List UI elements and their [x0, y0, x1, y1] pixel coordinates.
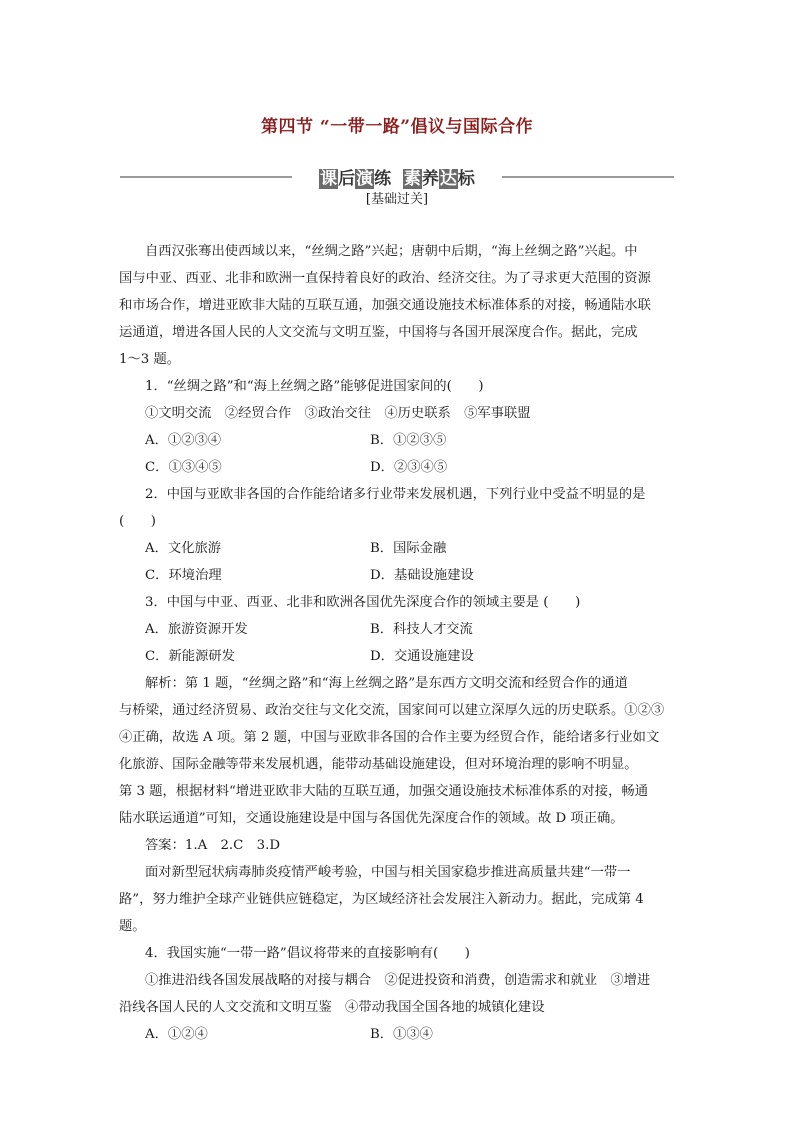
question-3-stem: 3．中国与中亚、西亚、北非和欧洲各国优先深度合作的领域主要是 ( ): [145, 595, 581, 610]
subsection-label: [基础过关]: [365, 192, 429, 207]
banner-char: 课: [320, 169, 338, 189]
question-4-items-cont: 沿线各国人民的人文交流和文明互鉴 ④带动我国全国各地的城镇化建设: [119, 1000, 545, 1015]
question-3-option-b[interactable]: B．科技人才交流: [370, 622, 473, 637]
question-1-stem: 1．“丝绸之路”和“海上丝绸之路”能够促进国家间的( ): [145, 379, 484, 394]
question-1-option-c[interactable]: C．①③④⑤: [145, 460, 222, 475]
banner-char: 后: [338, 169, 356, 189]
passage-line: 1～3 题。: [119, 352, 181, 367]
question-1-option-a[interactable]: A．①②③④: [145, 433, 222, 448]
passage-line: 国与中亚、西亚、北非和欧洲一直保持着良好的政治、经济交往。为了寻求更大范围的资源: [119, 271, 651, 286]
banner-char: 练: [374, 169, 392, 189]
question-2-option-d[interactable]: D．基础设施建设: [370, 568, 474, 583]
section-title: 第四节 “一带一路”倡议与国际合作: [261, 117, 533, 137]
answer-line: 答案：1.A 2.C 3.D: [145, 838, 280, 853]
question-1-items: ①文明交流 ②经贸合作 ③政治交往 ④历史联系 ⑤军事联盟: [145, 406, 531, 421]
analysis-line: 陆水联运通道”可知，交通设施建设是中国与各国优先深度合作的领域。故 D 项正确。: [119, 811, 624, 826]
banner-char: 养: [421, 169, 439, 189]
banner-char: 演: [356, 169, 374, 189]
question-1-option-d[interactable]: D．②③④⑤: [370, 460, 448, 475]
analysis-line: 与桥梁，通过经济贸易、政治交往与文化交流，国家间可以建立深厚久远的历史联系。①②③: [119, 703, 665, 718]
question-4-items: ①推进沿线各国发展战略的对接与耦合 ②促进投资和消费，创造需求和就业 ③增进: [145, 973, 651, 988]
question-3-option-d[interactable]: D．交通设施建设: [370, 649, 474, 664]
banner-char: 素: [403, 169, 421, 189]
question-4-option-a[interactable]: A．①②④: [145, 1027, 208, 1042]
passage-line: 运通道，增进各国人民的人文交流与文明互鉴，中国将与各国开展深度合作。据此，完成: [119, 325, 638, 340]
question-3-option-c[interactable]: C．新能源研发: [145, 649, 235, 664]
question-2-option-b[interactable]: B．国际金融: [370, 541, 447, 556]
banner-divider-left: [120, 176, 292, 178]
passage-line: 路”，努力维护全球产业链供应链稳定，为区域经济社会发展注入新动力。据此，完成第 4: [119, 892, 644, 907]
question-3-option-a[interactable]: A．旅游资源开发: [145, 622, 248, 637]
question-2-stem-cont: ( ): [119, 514, 156, 529]
analysis-line: 解析：第 1 题，“丝绸之路”和“海上丝绸之路”是东西方文明交流和经贸合作的通道: [145, 676, 628, 691]
passage-line: 题。: [119, 919, 146, 934]
banner-char: 达: [439, 169, 457, 189]
banner-text: [306, 164, 488, 189]
passage-line: 自西汉张骞出使西域以来，“丝绸之路”兴起；唐朝中后期，“海上丝绸之路”兴起。中: [145, 244, 638, 259]
banner-divider-right: [502, 176, 674, 178]
question-4-option-b[interactable]: B．①③④: [370, 1027, 433, 1042]
passage-line: 面对新型冠状病毒肺炎疫情严峻考验，中国与相关国家稳步推进高质量共建“一带一: [145, 865, 631, 880]
question-2-stem: 2．中国与亚欧非各国的合作能给诸多行业带来发展机遇，下列行业中受益不明显的是: [145, 487, 646, 502]
question-2-option-c[interactable]: C．环境治理: [145, 568, 222, 583]
analysis-line: 化旅游、国际金融等带来发展机遇，能带动基础设施建设，但对环境治理的影响不明显。: [119, 757, 638, 772]
analysis-line: ④正确，故选 A 项。第 2 题，中国与亚欧非各国的合作主要为经贸合作，能给诸多行业如文: [119, 730, 660, 745]
banner-char: 标: [457, 169, 475, 189]
passage-line: 和市场合作，增进亚欧非大陆的互联互通，加强交通设施技术标准体系的对接，畅通陆水联: [119, 298, 651, 313]
analysis-line: 第 3 题，根据材料“增进亚欧非大陆的互联互通，加强交通设施技术标准体系的对接，畅通: [119, 784, 648, 799]
question-2-option-a[interactable]: A．文化旅游: [145, 541, 222, 556]
question-1-option-b[interactable]: B．①②③⑤: [370, 433, 447, 448]
question-4-stem: 4．我国实施“一带一路”倡议将带来的直接影响有( ): [145, 946, 470, 961]
